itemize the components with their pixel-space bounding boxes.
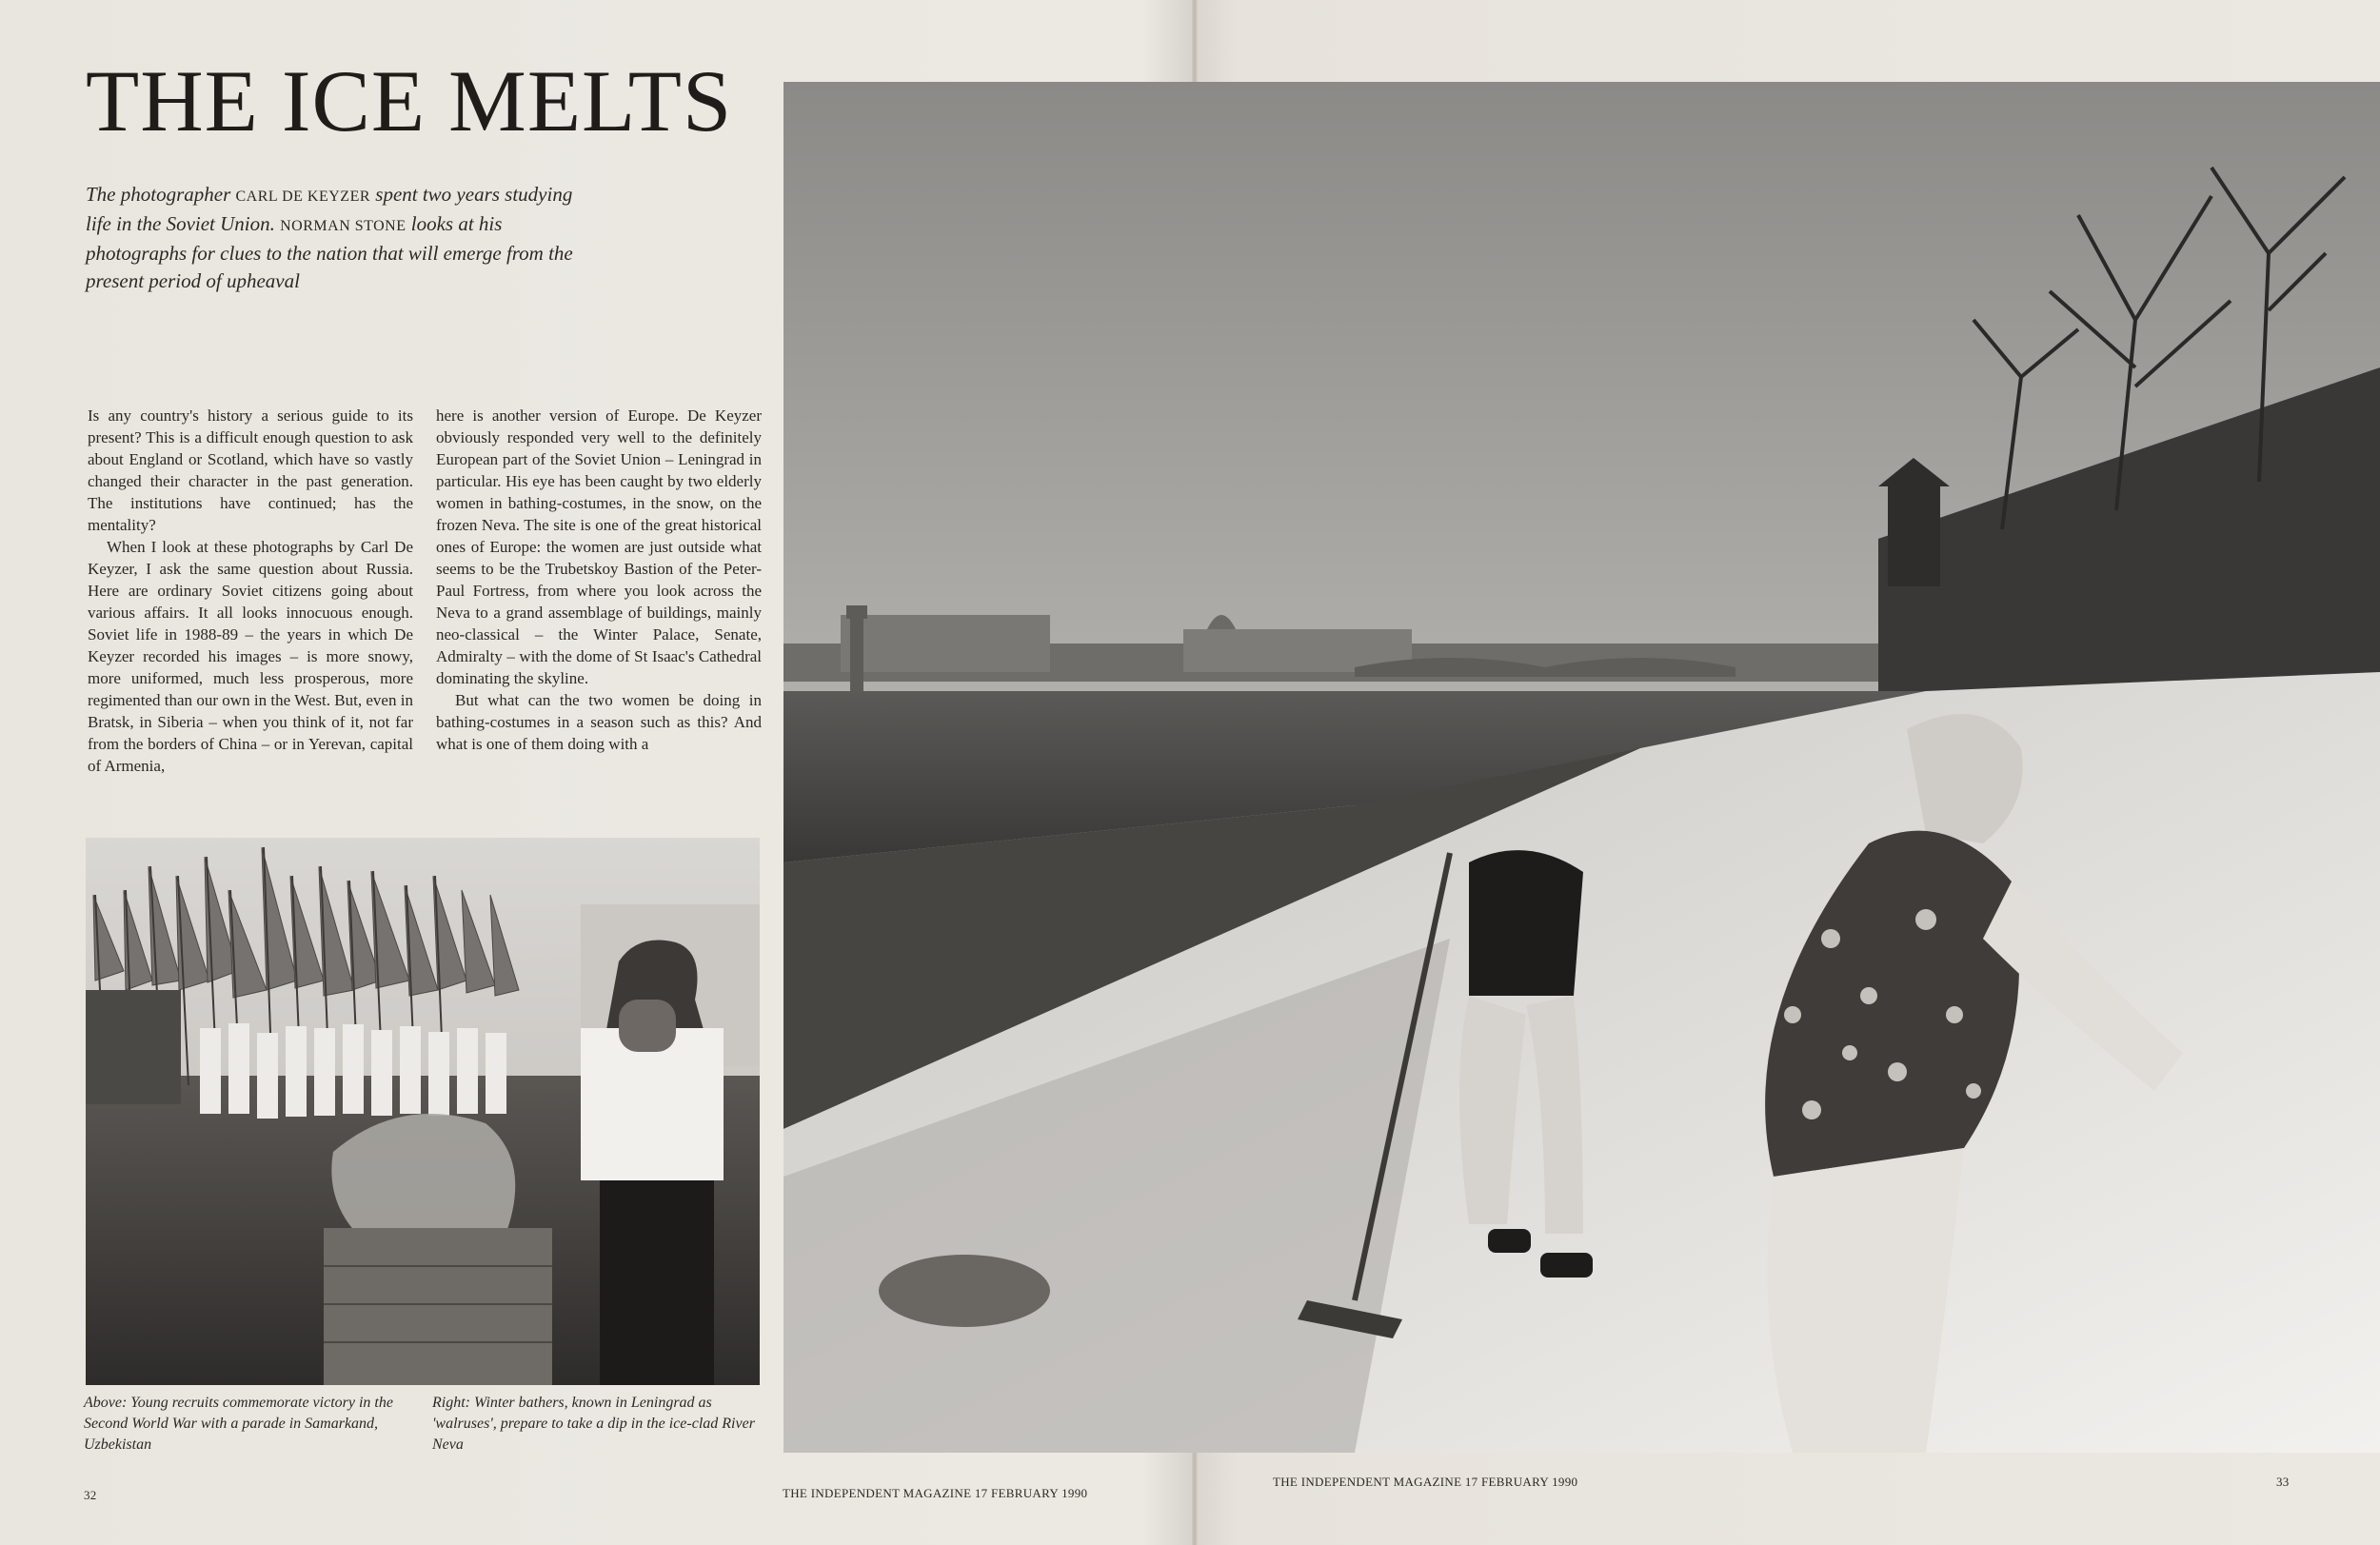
body-column-2 [436, 405, 762, 755]
photo-caption-right: Right: Winter bathers, known in Leningrad as 'walruses', prepare to take a dip in the ice-clad River Neva [432, 1395, 755, 1453]
paragraph: Is any country's history a serious guide to its present? This is a difficult enough question to ask about England or Scotland, which have so vastly changed their character in the past generation. The institutions have continued; has the mentality? [88, 406, 413, 534]
winter-bathers-image [783, 82, 2380, 1453]
body-column-1 [88, 405, 413, 777]
author-name: NORMAN STONE [280, 218, 407, 234]
paragraph: When I look at these photographs by Carl De Keyzer, I ask the same question about Russia. Here are ordinary Soviet citizens going about various affairs. It all looks innocuous enough. Soviet life in 1988-89 – the years in which De Keyzer recorded his images – is more snowy, more uniformed, much less prosperous, more regimented than our own in the West. But, even in Bratsk, in Siberia – when you think of it, not far from the borders of China – or in Yerevan, capital of Armenia, [88, 538, 413, 775]
parade-photo [86, 838, 760, 1385]
page-number-left: 32 [84, 1488, 97, 1502]
masthead-footer-left: THE INDEPENDENT MAGAZINE 17 FEBRUARY 1990 [783, 1486, 1088, 1500]
article-headline: THE ICE MELTS [86, 52, 733, 149]
article-standfirst [86, 181, 581, 295]
standfirst-text: looks at his photographs for clues to the nation that will emerge from the present period of upheaval [86, 212, 573, 292]
standfirst-text: spent two years studying life in the Soviet Union. [86, 183, 573, 235]
masthead-footer-right: THE INDEPENDENT MAGAZINE 17 FEBRUARY 1990 [1273, 1475, 1578, 1489]
photographer-name: CARL DE KEYZER [235, 188, 371, 205]
paragraph: But what can the two women be doing in bathing-costumes in a season such as this? And what is one of them doing with a [436, 691, 762, 753]
photo-caption-left: Above: Young recruits commemorate victory in the Second World War with a parade in Samarkand, Uzbekistan [84, 1395, 393, 1453]
page-number-right: 33 [2276, 1475, 2290, 1489]
standfirst-text: The photographer [86, 183, 236, 206]
parade-photo-image [86, 838, 760, 1385]
paragraph: here is another version of Europe. De Keyzer obviously responded very well to the definitely European part of the Soviet Union – Leningrad in particular. His eye has been caught by two elderly women in bathing-costumes, in the snow, on the frozen Neva. The site is one of the great historical ones of Europe: the women are just outside what seems to be the Trubetskoy Bastion of the Peter-Paul Fortress, from where you look across the Neva to a grand assemblage of buildings, mainly neo-classical – the Winter Palace, Senate, Admiralty – with the dome of St Isaac's Cathedral dominating the skyline. [436, 406, 762, 687]
winter-bathers-photo [783, 82, 2380, 1453]
